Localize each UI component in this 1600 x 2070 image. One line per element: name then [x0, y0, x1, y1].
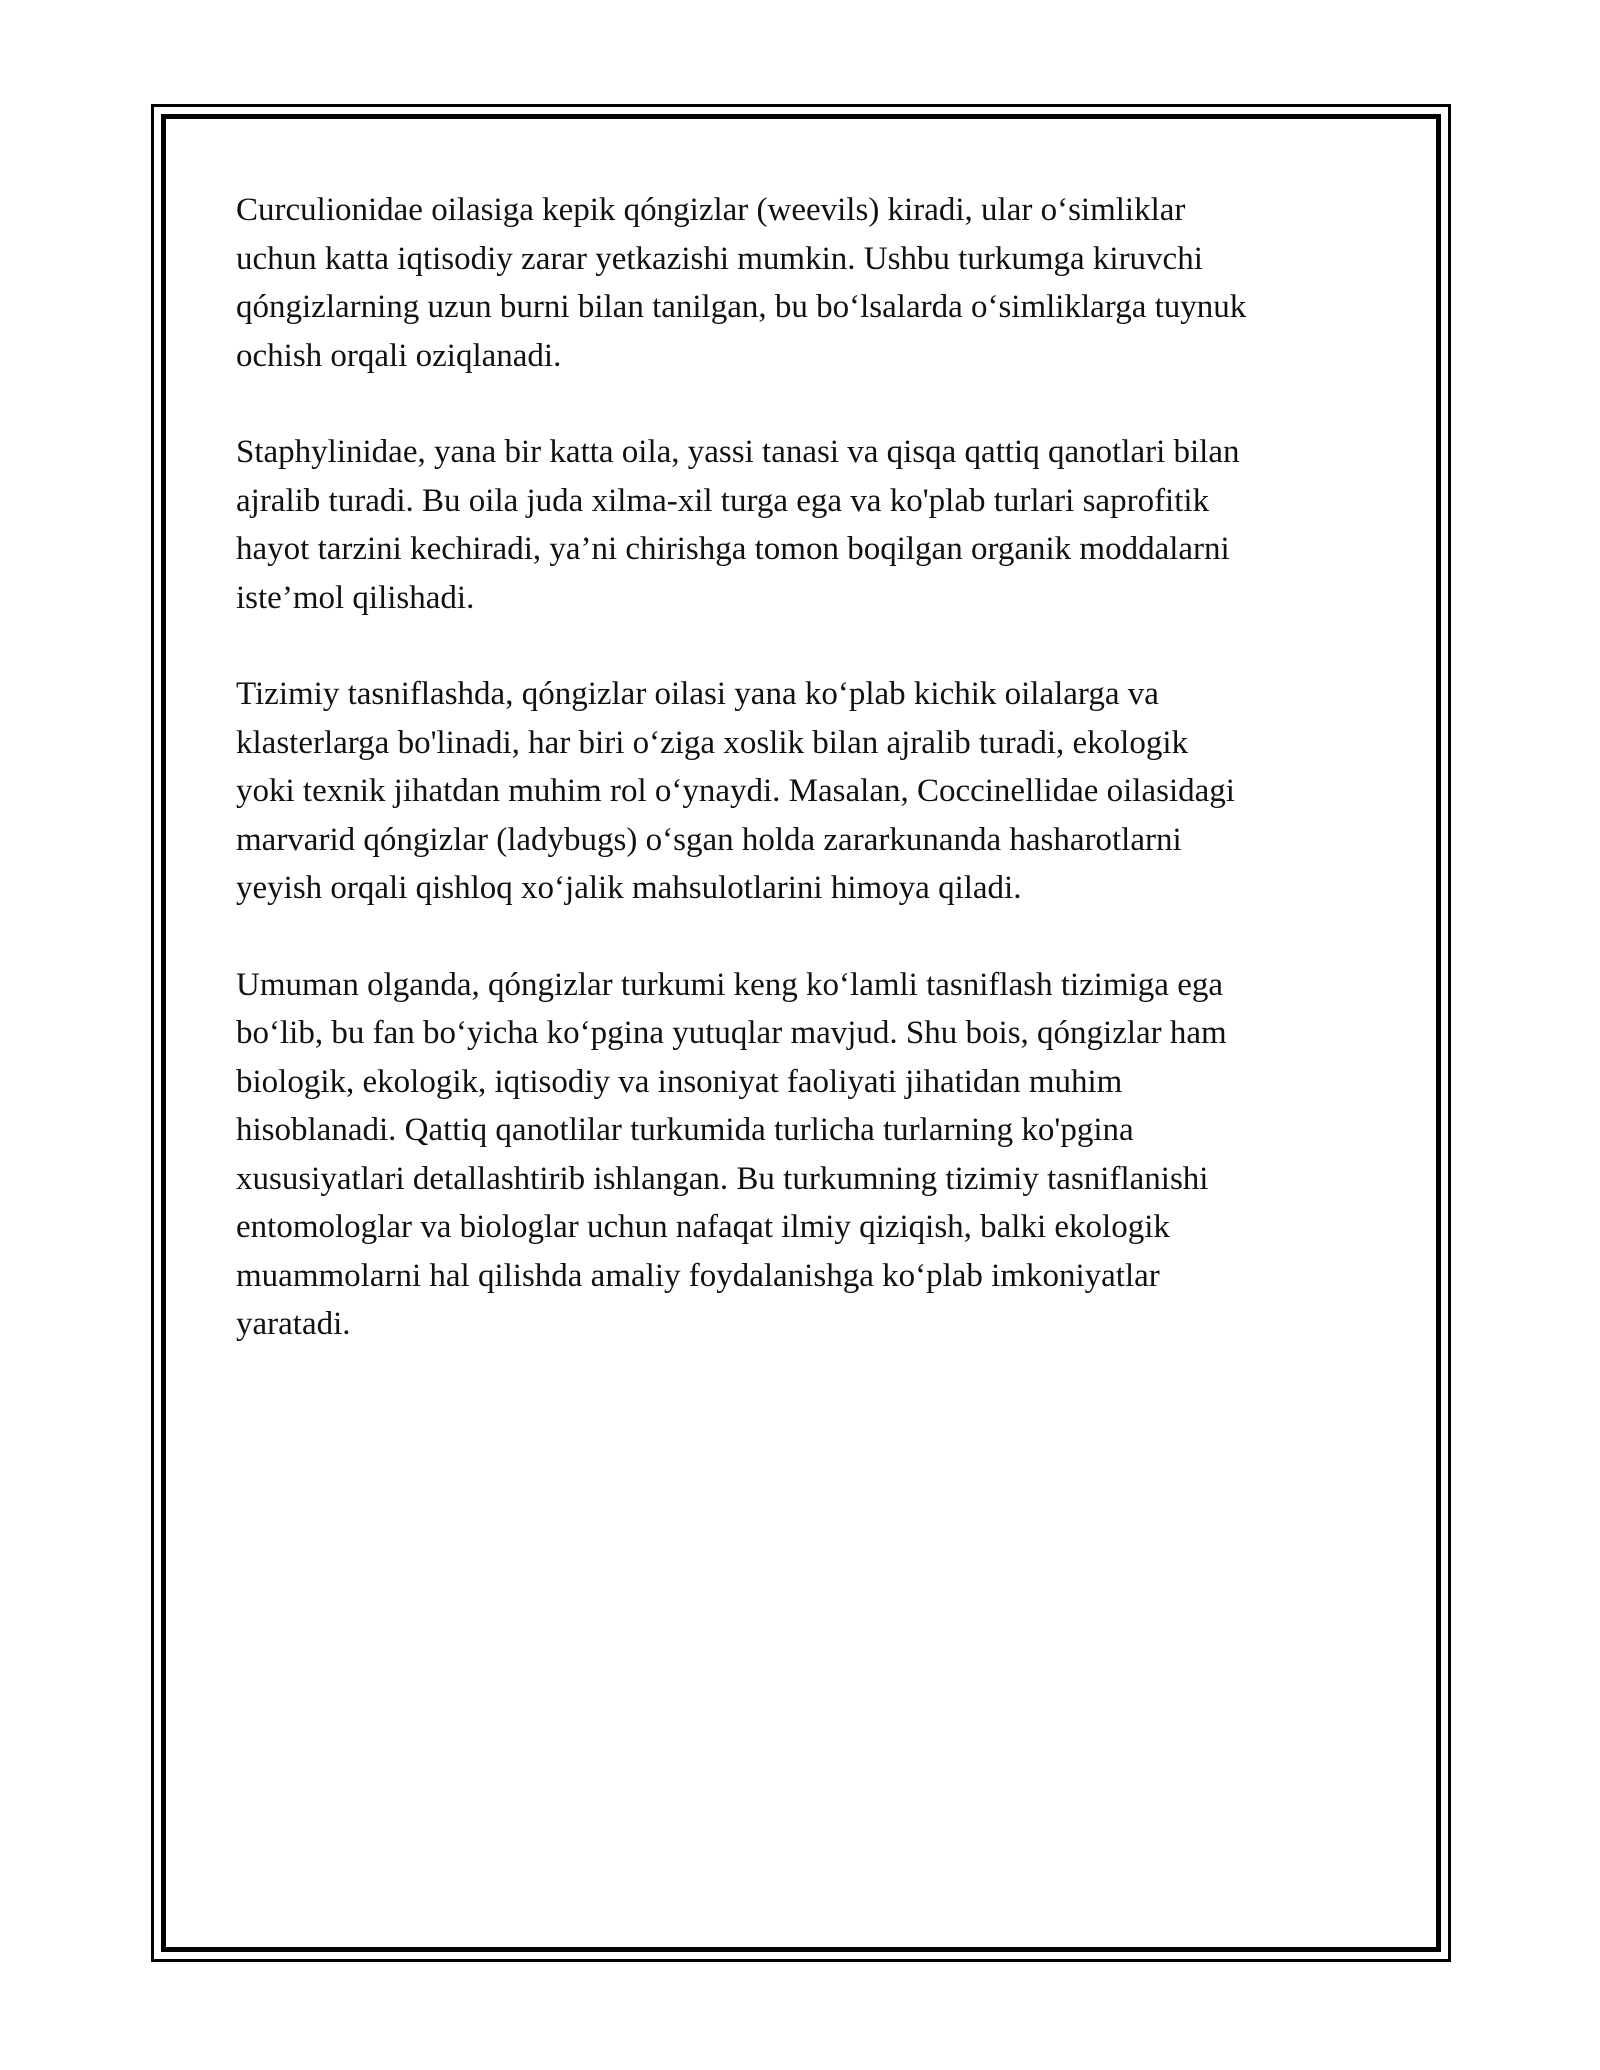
paragraph-systematic-classification: Tizimiy tasniflashda, qóngizlar oilasi yana ko‘plab kichik oilalarga va klasterlarga bo'linadi, har biri o‘ziga xoslik bilan ajralib turadi, ekologik yoki texnik jihatdan muhim rol o‘ynaydi. Masalan, Coccinellidae oilasidagi marvarid qóngizlar (ladybugs) o‘sgan holda zararkunanda hasharotlarni yeyish orqali qishloq xo‘jalik mahsulotlarini himoya qiladi.: [236, 676, 1235, 906]
paragraph-curculionidae: Curculionidae oilasiga kepik qóngizlar (weevils) kiradi, ular o‘simliklar uchun katta iqtisodiy zarar yetkazishi mumkin. Ushbu turkumga kiruvchi qóngizlarning uzun burni bilan tanilgan, bu bo‘lsalarda o‘simliklarga tuynuk ochish orqali oziqlanadi.: [236, 192, 1247, 374]
document-body: [236, 186, 1376, 1397]
paragraph-conclusion: Umuman olganda, qóngizlar turkumi keng ko‘lamli tasniflash tizimiga ega bo‘lib, bu fan bo‘yicha ko‘pgina yutuqlar mavjud. Shu bois, qóngizlar ham biologik, ekologik, iqtisodiy va insoniyat faoliyati jihatidan muhim hisoblanadi. Qattiq qanotlilar turkumida turlicha turlarning ko'pgina xususiyatlari detallashtirib ishlangan. Bu turkumning tizimiy tasniflanishi entomologlar va biologlar uchun nafaqat ilmiy qiziqish, balki ekologik muammolarni hal qilishda amaliy foydalanishga ko‘plab imkoniyatlar yaratadi.: [236, 966, 1227, 1342]
paragraph-staphylinidae: Staphylinidae, yana bir katta oila, yassi tanasi va qisqa qattiq qanotlari bilan ajralib turadi. Bu oila juda xilma-xil turga ega va ko'plab turlari saprofitik hayot tarzini kechiradi, ya’ni chirishga tomon boqilgan organik moddalarni iste’mol qilishadi.: [236, 434, 1240, 616]
